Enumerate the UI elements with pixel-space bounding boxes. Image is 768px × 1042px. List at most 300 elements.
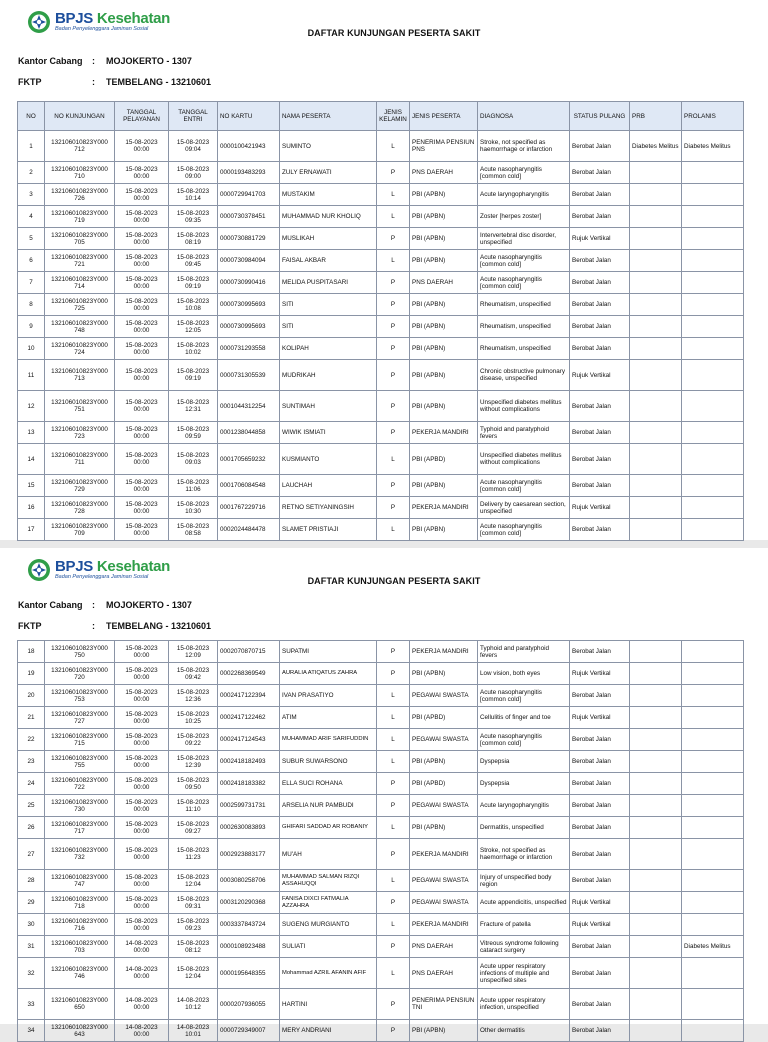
cell-no: 29 [18, 892, 45, 914]
cell-tanggal-entri: 15-08-2023 12:39 [169, 751, 218, 773]
cell-status-pulang: Berobat Jalan [570, 162, 630, 184]
cell-no: 3 [18, 184, 45, 206]
cell-nama-peserta: WIWIK ISMIATI [280, 422, 377, 444]
cell-no-kunjungan: 132106010823Y000 712 [45, 131, 115, 162]
cell-diagnosa: Acute nasopharyngitis [common cold] [478, 475, 570, 497]
cell-prolanis [682, 184, 744, 206]
table-row [18, 958, 744, 989]
cell-jenis-peserta: PBI (APBN) [410, 519, 478, 541]
cell-diagnosa: Acute upper respiratory infections of multiple and unspecified sites [478, 958, 570, 989]
cell-jenis-peserta: PBI (APBN) [410, 475, 478, 497]
cell-nama-peserta: MUHAMMAD ARIF SARIFUDDIN [280, 729, 377, 751]
cell-no-kunjungan: 132106010823Y000 753 [45, 685, 115, 707]
table-row [18, 444, 744, 475]
cell-no: 12 [18, 391, 45, 422]
table-row [18, 131, 744, 162]
col-header-prolanis: PROLANIS [682, 102, 744, 131]
cell-jenis-peserta: PBI (APBN) [410, 316, 478, 338]
cell-jenis-kelamin: P [377, 892, 410, 914]
cell-prb [630, 228, 682, 250]
cell-no-kunjungan: 132106010823Y000 711 [45, 444, 115, 475]
table-row [18, 936, 744, 958]
cell-prolanis [682, 707, 744, 729]
table-row [18, 162, 744, 184]
cell-prb [630, 250, 682, 272]
cell-no-kunjungan: 132106010823Y000 719 [45, 206, 115, 228]
cell-jenis-kelamin: L [377, 870, 410, 892]
cell-diagnosa: Typhoid and paratyphoid fevers [478, 641, 570, 663]
table-row [18, 360, 744, 391]
table-row [18, 795, 744, 817]
cell-no-kartu: 0000729349007 [218, 1020, 280, 1042]
cell-status-pulang: Berobat Jalan [570, 338, 630, 360]
cell-jenis-peserta: PBI (APBN) [410, 663, 478, 685]
cell-status-pulang: Rujuk Vertikal [570, 360, 630, 391]
cell-no-kunjungan: 132106010823Y000 755 [45, 751, 115, 773]
cell-tanggal-entri: 15-08-2023 12:31 [169, 391, 218, 422]
cell-no: 28 [18, 870, 45, 892]
cell-no: 20 [18, 685, 45, 707]
table-row [18, 519, 744, 541]
logo-subtitle: Badan Penyelenggara Jaminan Sosial [55, 26, 149, 33]
cell-prolanis [682, 751, 744, 773]
cell-no-kunjungan: 132106010823Y000 717 [45, 817, 115, 839]
cell-tanggal-entri: 15-08-2023 10:14 [169, 184, 218, 206]
cell-no-kunjungan: 132106010823Y000 722 [45, 773, 115, 795]
cell-tanggal-pelayanan: 15-08-2023 00:00 [115, 444, 169, 475]
cell-no-kunjungan: 132106010823Y000 709 [45, 519, 115, 541]
cell-jenis-kelamin: P [377, 839, 410, 870]
meta-fktp [18, 77, 211, 87]
cell-prb: Diabetes Melitus [630, 131, 682, 162]
cell-no-kunjungan: 132106010823Y000 723 [45, 422, 115, 444]
cell-nama-peserta: MUSLIKAH [280, 228, 377, 250]
cell-no: 30 [18, 914, 45, 936]
cell-tanggal-pelayanan: 15-08-2023 00:00 [115, 870, 169, 892]
cell-diagnosa: Acute nasopharyngitis [common cold] [478, 162, 570, 184]
cell-jenis-peserta: PNS DAERAH [410, 272, 478, 294]
cell-diagnosa: Low vision, both eyes [478, 663, 570, 685]
table-row [18, 294, 744, 316]
cell-no-kartu: 0001767229716 [218, 497, 280, 519]
cell-no-kunjungan: 132106010823Y000 727 [45, 707, 115, 729]
document-page-2 [0, 548, 768, 1038]
cell-jenis-peserta: PNS DAERAH [410, 936, 478, 958]
table-row [18, 817, 744, 839]
cell-status-pulang: Berobat Jalan [570, 989, 630, 1020]
cell-no: 11 [18, 360, 45, 391]
cell-nama-peserta: ZULY ERNAWATI [280, 162, 377, 184]
cell-tanggal-pelayanan: 15-08-2023 00:00 [115, 497, 169, 519]
document-title: DAFTAR KUNJUNGAN PESERTA SAKIT [307, 28, 481, 38]
cell-nama-peserta: SITI [280, 294, 377, 316]
cell-no-kartu: 0000731305539 [218, 360, 280, 391]
cell-jenis-peserta: PBI (APBD) [410, 707, 478, 729]
cell-no-kartu: 0000730995693 [218, 316, 280, 338]
cell-tanggal-entri: 15-08-2023 11:23 [169, 839, 218, 870]
logo-brand-kesehatan: Kesehatan [96, 10, 171, 28]
cell-tanggal-pelayanan: 15-08-2023 00:00 [115, 641, 169, 663]
cell-diagnosa: Zoster [herpes zoster] [478, 206, 570, 228]
cell-prb [630, 729, 682, 751]
cell-tanggal-pelayanan: 15-08-2023 00:00 [115, 422, 169, 444]
cell-no-kunjungan: 132106010823Y000 732 [45, 839, 115, 870]
cell-tanggal-entri: 15-08-2023 09:00 [169, 162, 218, 184]
cell-status-pulang: Berobat Jalan [570, 958, 630, 989]
cell-tanggal-pelayanan: 15-08-2023 00:00 [115, 184, 169, 206]
cell-tanggal-entri: 15-08-2023 12:05 [169, 316, 218, 338]
cell-prolanis [682, 641, 744, 663]
table-row [18, 316, 744, 338]
cell-prb [630, 663, 682, 685]
cell-nama-peserta: MUDRIKAH [280, 360, 377, 391]
cell-jenis-peserta: PBI (APBN) [410, 338, 478, 360]
cell-nama-peserta: LAUCHAH [280, 475, 377, 497]
cell-jenis-kelamin: P [377, 228, 410, 250]
cell-tanggal-entri: 15-08-2023 09:23 [169, 914, 218, 936]
cell-prb [630, 497, 682, 519]
cell-jenis-peserta: PBI (APBN) [410, 206, 478, 228]
cell-jenis-peserta: PBI (APBN) [410, 1020, 478, 1042]
cell-diagnosa: Rheumatism, unspecified [478, 316, 570, 338]
cell-jenis-kelamin: L [377, 914, 410, 936]
table-row [18, 1020, 744, 1042]
cell-no-kunjungan: 132106010823Y000 710 [45, 162, 115, 184]
cell-jenis-peserta: PBI (APBD) [410, 444, 478, 475]
cell-diagnosa: Unspecified diabetes mellitus without complications [478, 391, 570, 422]
cell-prb [630, 751, 682, 773]
cell-jenis-kelamin: P [377, 641, 410, 663]
cell-prb [630, 422, 682, 444]
cell-jenis-kelamin: L [377, 444, 410, 475]
cell-no-kartu: 0000193483293 [218, 162, 280, 184]
cell-jenis-kelamin: P [377, 475, 410, 497]
cell-tanggal-entri: 15-08-2023 09:27 [169, 817, 218, 839]
cell-nama-peserta: SUMINTO [280, 131, 377, 162]
logo-brand-bpjs: BPJS [55, 558, 93, 576]
cell-prolanis [682, 729, 744, 751]
cell-no-kartu: 0000730995693 [218, 294, 280, 316]
visits-table-page-2 [17, 640, 744, 1042]
cell-no-kartu: 0002418183382 [218, 773, 280, 795]
cell-no: 8 [18, 294, 45, 316]
cell-jenis-peserta: PBI (APBN) [410, 360, 478, 391]
cell-prolanis [682, 475, 744, 497]
fktp-label: FKTP [18, 621, 42, 631]
cell-no-kartu: 0001705659232 [218, 444, 280, 475]
cell-nama-peserta: AURALIA ATIQATUS ZAHRA [280, 663, 377, 685]
cell-tanggal-pelayanan: 15-08-2023 00:00 [115, 316, 169, 338]
cell-prolanis [682, 795, 744, 817]
cell-diagnosa: Acute appendicitis, unspecified [478, 892, 570, 914]
cell-tanggal-pelayanan: 15-08-2023 00:00 [115, 707, 169, 729]
cell-jenis-peserta: PEKERJA MANDIRI [410, 422, 478, 444]
cell-nama-peserta: ELLA SUCI ROHANA [280, 773, 377, 795]
cell-tanggal-pelayanan: 15-08-2023 00:00 [115, 250, 169, 272]
cell-status-pulang: Berobat Jalan [570, 422, 630, 444]
cell-jenis-kelamin: P [377, 497, 410, 519]
cell-tanggal-entri: 15-08-2023 10:02 [169, 338, 218, 360]
cell-status-pulang: Rujuk Vertikal [570, 914, 630, 936]
cell-nama-peserta: FANISA DIXCI FATMALIA AZZAHRA [280, 892, 377, 914]
cell-prb [630, 272, 682, 294]
cell-status-pulang: Berobat Jalan [570, 206, 630, 228]
cell-nama-peserta: KOLIPAH [280, 338, 377, 360]
cell-prb [630, 475, 682, 497]
cell-jenis-peserta: PBI (APBN) [410, 184, 478, 206]
cell-no-kunjungan: 132106010823Y000 748 [45, 316, 115, 338]
cell-jenis-kelamin: P [377, 316, 410, 338]
cell-tanggal-entri: 15-08-2023 09:04 [169, 131, 218, 162]
table-row [18, 250, 744, 272]
cell-tanggal-entri: 15-08-2023 09:45 [169, 250, 218, 272]
cell-jenis-peserta: PEGAWAI SWASTA [410, 892, 478, 914]
cell-no-kunjungan: 132106010823Y000 747 [45, 870, 115, 892]
table-row [18, 989, 744, 1020]
cell-nama-peserta: SUGENG MURGIANTO [280, 914, 377, 936]
cell-tanggal-pelayanan: 15-08-2023 00:00 [115, 206, 169, 228]
cell-prb [630, 870, 682, 892]
cell-tanggal-pelayanan: 14-08-2023 00:00 [115, 936, 169, 958]
cell-status-pulang: Berobat Jalan [570, 1020, 630, 1042]
cell-prb [630, 162, 682, 184]
cell-jenis-kelamin: L [377, 250, 410, 272]
cell-no: 9 [18, 316, 45, 338]
cell-diagnosa: Vitreous syndrome following cataract surgery [478, 936, 570, 958]
cell-status-pulang: Berobat Jalan [570, 184, 630, 206]
cell-no-kunjungan: 132106010823Y000 714 [45, 272, 115, 294]
cell-jenis-kelamin: P [377, 294, 410, 316]
cell-jenis-peserta: PEGAWAI SWASTA [410, 795, 478, 817]
table-row [18, 773, 744, 795]
cell-diagnosa: Chronic obstructive pulmonary disease, unspecified [478, 360, 570, 391]
cell-jenis-peserta: PENERIMA PENSIUN PNS [410, 131, 478, 162]
cell-no-kunjungan: 132106010823Y000 705 [45, 228, 115, 250]
cell-jenis-kelamin: L [377, 958, 410, 989]
cell-diagnosa: Unspecified diabetes mellitus without complications [478, 444, 570, 475]
logo-brand-bpjs: BPJS [55, 10, 93, 28]
cell-diagnosa: Dyspepsia [478, 751, 570, 773]
cell-nama-peserta: SUPATMI [280, 641, 377, 663]
cell-no: 21 [18, 707, 45, 729]
cell-jenis-peserta: PEKERJA MANDIRI [410, 497, 478, 519]
cell-jenis-peserta: PEKERJA MANDIRI [410, 914, 478, 936]
logo-brand-kesehatan: Kesehatan [96, 558, 171, 576]
cell-no: 2 [18, 162, 45, 184]
cell-prb [630, 338, 682, 360]
cell-prb [630, 707, 682, 729]
visits-table-page-1 [17, 101, 744, 541]
cell-no-kartu: 0002417122394 [218, 685, 280, 707]
cell-nama-peserta: MUHAMMAD SALMAN RIZQI ASSAHUQQI [280, 870, 377, 892]
cell-prolanis [682, 316, 744, 338]
cell-no: 27 [18, 839, 45, 870]
cell-tanggal-entri: 15-08-2023 09:19 [169, 272, 218, 294]
cell-tanggal-entri: 15-08-2023 10:30 [169, 497, 218, 519]
cell-prb [630, 316, 682, 338]
table-row [18, 228, 744, 250]
cell-no: 13 [18, 422, 45, 444]
cell-no: 17 [18, 519, 45, 541]
cell-jenis-kelamin: P [377, 360, 410, 391]
cell-prb [630, 294, 682, 316]
cell-jenis-peserta: PBI (APBD) [410, 773, 478, 795]
cell-no: 7 [18, 272, 45, 294]
fktp-value: TEMBELANG - 13210601 [106, 77, 212, 87]
cell-nama-peserta: GHIFARI SADDAD AR ROBANIY [280, 817, 377, 839]
cell-status-pulang: Berobat Jalan [570, 729, 630, 751]
cell-jenis-kelamin: P [377, 162, 410, 184]
cell-no-kunjungan: 132106010823Y000 643 [45, 1020, 115, 1042]
cell-jenis-kelamin: L [377, 206, 410, 228]
cell-prb [630, 936, 682, 958]
cell-prolanis [682, 360, 744, 391]
cell-tanggal-pelayanan: 15-08-2023 00:00 [115, 228, 169, 250]
cell-no-kunjungan: 132106010823Y000 716 [45, 914, 115, 936]
cell-nama-peserta: SITI [280, 316, 377, 338]
cell-tanggal-pelayanan: 15-08-2023 00:00 [115, 817, 169, 839]
cell-tanggal-pelayanan: 15-08-2023 00:00 [115, 131, 169, 162]
cell-prb [630, 391, 682, 422]
table-row [18, 663, 744, 685]
cell-status-pulang: Berobat Jalan [570, 795, 630, 817]
col-header-tanggal-pelayanan: TANGGAL PELAYANAN [115, 102, 169, 131]
cell-prb [630, 817, 682, 839]
cell-tanggal-pelayanan: 15-08-2023 00:00 [115, 391, 169, 422]
cell-diagnosa: Acute nasopharyngitis [common cold] [478, 250, 570, 272]
cell-diagnosa: Typhoid and paratyphoid fevers [478, 422, 570, 444]
cell-prolanis [682, 773, 744, 795]
col-header-no: NO [18, 102, 45, 131]
cell-tanggal-entri: 15-08-2023 09:42 [169, 663, 218, 685]
cell-nama-peserta: MUSTAKIM [280, 184, 377, 206]
cell-no-kartu: 0001238044858 [218, 422, 280, 444]
cell-no: 10 [18, 338, 45, 360]
table-row [18, 475, 744, 497]
cell-tanggal-pelayanan: 14-08-2023 00:00 [115, 1020, 169, 1042]
cell-tanggal-entri: 15-08-2023 09:03 [169, 444, 218, 475]
cell-prb [630, 206, 682, 228]
cell-tanggal-entri: 15-08-2023 09:35 [169, 206, 218, 228]
cell-diagnosa: Acute upper respiratory infection, unspecified [478, 989, 570, 1020]
cell-tanggal-entri: 15-08-2023 12:36 [169, 685, 218, 707]
cell-no-kunjungan: 132106010823Y000 750 [45, 641, 115, 663]
cell-no: 6 [18, 250, 45, 272]
cell-jenis-kelamin: P [377, 1020, 410, 1042]
cell-prolanis [682, 228, 744, 250]
cell-jenis-kelamin: P [377, 989, 410, 1020]
cell-diagnosa: Intervertebral disc disorder, unspecified [478, 228, 570, 250]
table-row [18, 206, 744, 228]
table-row [18, 422, 744, 444]
cell-jenis-kelamin: L [377, 519, 410, 541]
cell-tanggal-pelayanan: 15-08-2023 00:00 [115, 685, 169, 707]
cell-jenis-kelamin: L [377, 817, 410, 839]
cell-prolanis [682, 817, 744, 839]
cell-status-pulang: Berobat Jalan [570, 316, 630, 338]
table-row [18, 184, 744, 206]
cell-diagnosa: Dermatitis, unspecified [478, 817, 570, 839]
cell-tanggal-entri: 15-08-2023 10:25 [169, 707, 218, 729]
cell-status-pulang: Rujuk Vertikal [570, 663, 630, 685]
cell-tanggal-entri: 15-08-2023 11:06 [169, 475, 218, 497]
cell-no: 1 [18, 131, 45, 162]
cell-tanggal-pelayanan: 15-08-2023 00:00 [115, 475, 169, 497]
cell-no-kartu: 0002268369549 [218, 663, 280, 685]
cell-tanggal-pelayanan: 15-08-2023 00:00 [115, 795, 169, 817]
cell-jenis-peserta: PNS DAERAH [410, 162, 478, 184]
cell-no-kartu: 0002070870715 [218, 641, 280, 663]
cell-prolanis [682, 162, 744, 184]
cell-jenis-peserta: PEGAWAI SWASTA [410, 729, 478, 751]
cell-prolanis [682, 892, 744, 914]
cell-tanggal-entri: 15-08-2023 10:08 [169, 294, 218, 316]
cell-prb [630, 1020, 682, 1042]
cell-tanggal-entri: 14-08-2023 10:12 [169, 989, 218, 1020]
cell-no-kartu: 0000207936055 [218, 989, 280, 1020]
cell-no-kunjungan: 132106010823Y000 724 [45, 338, 115, 360]
cell-no-kartu: 0003120290368 [218, 892, 280, 914]
meta-fktp [18, 621, 211, 631]
cell-status-pulang: Berobat Jalan [570, 294, 630, 316]
table-row [18, 497, 744, 519]
cell-jenis-kelamin: P [377, 338, 410, 360]
cell-jenis-peserta: PEKERJA MANDIRI [410, 641, 478, 663]
cell-tanggal-pelayanan: 15-08-2023 00:00 [115, 360, 169, 391]
cell-jenis-peserta: PBI (APBN) [410, 817, 478, 839]
cell-nama-peserta: ATIM [280, 707, 377, 729]
cell-tanggal-pelayanan: 15-08-2023 00:00 [115, 162, 169, 184]
cell-jenis-peserta: PNS DAERAH [410, 958, 478, 989]
cell-status-pulang: Rujuk Vertikal [570, 707, 630, 729]
cell-prolanis [682, 870, 744, 892]
cell-jenis-peserta: PEKERJA MANDIRI [410, 839, 478, 870]
cell-tanggal-entri: 15-08-2023 09:19 [169, 360, 218, 391]
cell-diagnosa: Acute nasopharyngitis [common cold] [478, 685, 570, 707]
kantor-label: Kantor Cabang [18, 56, 83, 66]
logo-subtitle: Badan Penyelenggara Jaminan Sosial [55, 574, 149, 581]
cell-tanggal-entri: 15-08-2023 08:58 [169, 519, 218, 541]
cell-jenis-kelamin: P [377, 422, 410, 444]
cell-tanggal-pelayanan: 15-08-2023 00:00 [115, 663, 169, 685]
cell-tanggal-pelayanan: 15-08-2023 00:00 [115, 892, 169, 914]
cell-no: 31 [18, 936, 45, 958]
cell-status-pulang: Berobat Jalan [570, 475, 630, 497]
cell-prb [630, 184, 682, 206]
cell-diagnosa: Cellulitis of finger and toe [478, 707, 570, 729]
table-row [18, 914, 744, 936]
cell-jenis-peserta: PBI (APBN) [410, 294, 478, 316]
col-header-diagnosa: DIAGNOSA [478, 102, 570, 131]
cell-tanggal-entri: 15-08-2023 12:09 [169, 641, 218, 663]
cell-no: 4 [18, 206, 45, 228]
cell-no-kartu: 0003337843724 [218, 914, 280, 936]
cell-tanggal-pelayanan: 15-08-2023 00:00 [115, 751, 169, 773]
cell-no-kunjungan: 132106010823Y000 725 [45, 294, 115, 316]
kantor-value: MOJOKERTO - 1307 [106, 600, 192, 610]
cell-status-pulang: Berobat Jalan [570, 131, 630, 162]
cell-diagnosa: Acute nasopharyngitis [common cold] [478, 519, 570, 541]
cell-diagnosa: Stroke, not specified as haemorrhage or infarction [478, 131, 570, 162]
cell-no: 24 [18, 773, 45, 795]
cell-prolanis [682, 519, 744, 541]
cell-no-kartu: 0000730881729 [218, 228, 280, 250]
cell-tanggal-pelayanan: 15-08-2023 00:00 [115, 914, 169, 936]
cell-jenis-kelamin: L [377, 131, 410, 162]
cell-tanggal-entri: 14-08-2023 10:01 [169, 1020, 218, 1042]
cell-no: 19 [18, 663, 45, 685]
cell-prb [630, 773, 682, 795]
